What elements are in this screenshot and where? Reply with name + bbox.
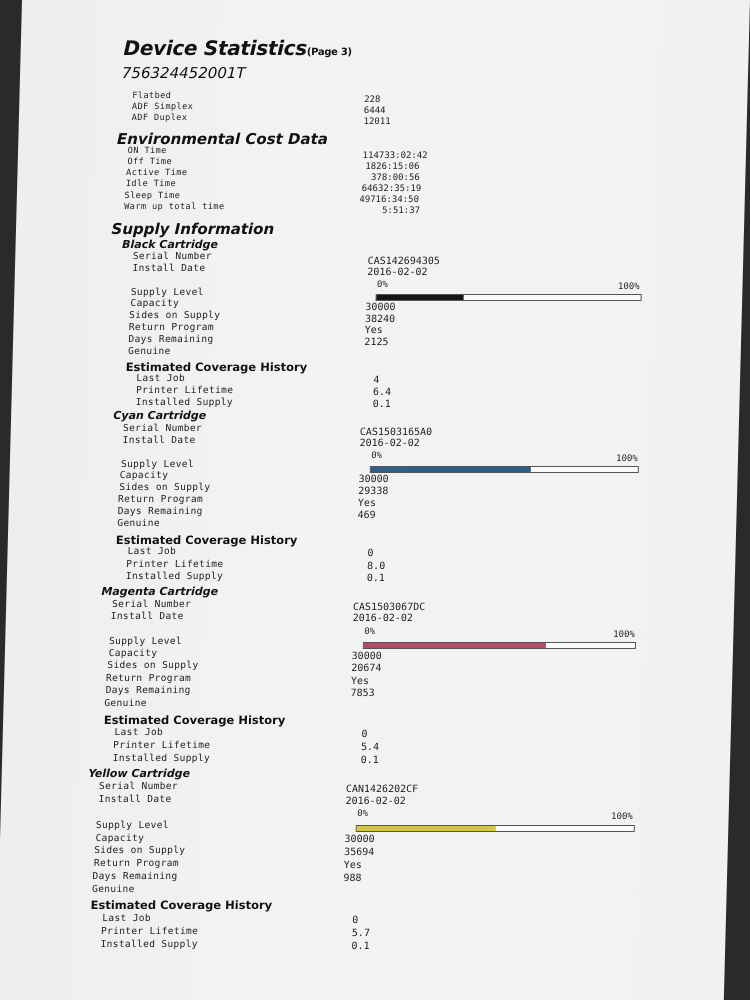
serial-number-value: CAS1503165A0 [359, 427, 433, 438]
supply-level-fill [364, 643, 546, 648]
coverage-heading: Estimated Coverage History [115, 533, 298, 547]
days-remaining-value: 2125 [364, 337, 389, 348]
env-label: Off Time [127, 157, 173, 167]
supply-level-label: Supply Level [120, 459, 195, 470]
supply-level-bar-yellow [356, 825, 635, 832]
supply-level-bar-cyan [370, 466, 639, 473]
title-text: Device Statistics [123, 36, 308, 60]
installed-supply-label: Installed Supply [125, 571, 224, 582]
printer-lifetime-value: 8.0 [366, 561, 386, 572]
install-date-value: 2016-02-02 [352, 613, 414, 624]
page-label: (Page 3) [306, 47, 352, 58]
capacity-label: Capacity [108, 648, 158, 659]
installed-supply-label: Installed Supply [135, 397, 234, 408]
return-program-value: Yes [357, 498, 377, 509]
level-max-label: 100% [617, 282, 640, 292]
supply-level-fill [371, 467, 531, 472]
level-max-label: 100% [615, 454, 638, 464]
serial-number-label: Serial Number [122, 423, 203, 434]
capacity-label: Capacity [119, 470, 169, 481]
coverage-heading: Estimated Coverage History [103, 713, 286, 727]
last-job-value: 4 [373, 375, 380, 386]
return-program-label: Return Program [93, 858, 180, 869]
install-date-value: 2016-02-02 [345, 796, 406, 807]
level-min-label: 0% [371, 451, 383, 461]
genuine-label: Genuine [91, 884, 135, 895]
env-label: ON Time [127, 146, 167, 156]
installed-supply-value: 0.1 [372, 399, 391, 410]
printer-lifetime-value: 6.4 [372, 387, 392, 398]
last-job-label: Last Job [127, 546, 177, 557]
sides-value: 20674 [351, 663, 382, 674]
supply-level-label: Supply Level [95, 820, 169, 831]
installed-supply-label: Installed Supply [112, 753, 211, 764]
last-job-value: 0 [361, 729, 368, 740]
coverage-heading: Estimated Coverage History [90, 898, 273, 912]
return-program-value: Yes [364, 325, 383, 336]
cartridge-heading-magenta: Magenta Cartridge [101, 585, 219, 598]
sides-label: Sides on Supply [107, 660, 199, 671]
env-label: Sleep Time [124, 191, 181, 201]
installed-supply-value: 0.1 [366, 573, 385, 584]
capacity-label: Capacity [130, 298, 180, 309]
serial-number-label: Serial Number [111, 599, 192, 610]
printer-lifetime-label: Printer Lifetime [100, 926, 199, 937]
serial-number-value: CAN1426202CF [345, 784, 419, 795]
printer-lifetime-value: 5.4 [360, 742, 380, 753]
level-max-label: 100% [610, 812, 633, 822]
environmental-heading: Environmental Cost Data [116, 130, 329, 148]
supply-level-label: Supply Level [130, 287, 204, 298]
printer-lifetime-label: Printer Lifetime [135, 385, 234, 396]
cartridge-heading-cyan: Cyan Cartridge [113, 409, 207, 422]
level-min-label: 0% [364, 627, 376, 637]
sides-label: Sides on Supply [94, 845, 186, 856]
cartridge-heading-yellow: Yellow Cartridge [88, 767, 191, 780]
days-remaining-label: Days Remaining [105, 685, 191, 696]
capacity-value: 30000 [344, 834, 375, 845]
days-remaining-label: Days Remaining [117, 506, 203, 517]
install-date-label: Install Date [122, 435, 196, 446]
return-program-value: Yes [343, 860, 362, 871]
printer-lifetime-value: 5.7 [351, 928, 371, 939]
env-value: 1826:15:06 [365, 162, 420, 172]
scan-value: 12011 [363, 117, 391, 127]
supply-level-bar-black [376, 294, 642, 301]
coverage-heading: Estimated Coverage History [125, 360, 308, 374]
capacity-value: 30000 [351, 651, 382, 662]
printer-lifetime-label: Printer Lifetime [112, 740, 211, 751]
genuine-label: Genuine [117, 518, 161, 529]
scan-label: ADF Simplex [131, 102, 194, 112]
scan-label: Flatbed [132, 91, 172, 101]
last-job-label: Last Job [114, 727, 164, 738]
env-label: Active Time [125, 168, 188, 178]
capacity-value: 30000 [358, 474, 389, 485]
days-remaining-value: 988 [343, 873, 362, 884]
env-value: 64632:35:19 [361, 184, 422, 194]
days-remaining-value: 7853 [350, 688, 375, 699]
supply-level-label: Supply Level [108, 636, 183, 647]
report-title [123, 36, 352, 60]
cartridge-heading-black: Black Cartridge [121, 238, 219, 251]
env-value: 114733:02:42 [362, 151, 428, 161]
level-max-label: 100% [613, 630, 636, 640]
serial-number-label: Serial Number [98, 781, 179, 792]
install-date-label: Install Date [110, 611, 184, 622]
days-remaining-value: 469 [357, 510, 376, 521]
return-program-label: Return Program [117, 494, 204, 505]
serial-number-value: CAS1503067DC [352, 602, 426, 613]
install-date-value: 2016-02-02 [367, 267, 428, 278]
scan-value: 6444 [363, 106, 386, 116]
install-date-value: 2016-02-02 [359, 438, 420, 449]
genuine-label: Genuine [127, 346, 171, 357]
return-program-value: Yes [350, 676, 370, 687]
sides-label: Sides on Supply [119, 482, 211, 493]
genuine-label: Genuine [104, 698, 147, 709]
capacity-value: 30000 [365, 302, 396, 313]
capacity-label: Capacity [95, 833, 145, 844]
last-job-label: Last Job [136, 373, 186, 384]
last-job-value: 0 [367, 548, 374, 559]
level-min-label: 0% [357, 809, 369, 819]
installed-supply-value: 0.1 [360, 755, 379, 766]
env-value: 49716:34:50 [359, 195, 420, 205]
serial-number-label: Serial Number [132, 251, 212, 262]
last-job-label: Last Job [102, 913, 152, 924]
scan-label: ADF Duplex [131, 113, 188, 123]
sides-label: Sides on Supply [128, 310, 221, 321]
install-date-label: Install Date [98, 794, 172, 805]
supply-heading: Supply Information [111, 220, 275, 238]
return-program-label: Return Program [105, 673, 192, 684]
env-value: 5:51:37 [381, 206, 421, 216]
scan-value: 228 [363, 95, 381, 105]
supply-level-bar-magenta [363, 642, 636, 649]
sides-value: 29338 [358, 486, 389, 497]
env-value: 378:00:56 [370, 173, 420, 183]
installed-supply-value: 0.1 [351, 941, 370, 952]
last-job-value: 0 [352, 915, 359, 926]
env-label: Warm up total time [124, 202, 225, 212]
install-date-label: Install Date [132, 263, 206, 274]
return-program-label: Return Program [128, 322, 215, 333]
env-label: Idle Time [125, 179, 177, 189]
serial-number-value: CAS142694305 [367, 256, 441, 267]
sides-value: 35694 [343, 847, 375, 858]
sides-value: 38240 [364, 314, 396, 325]
level-min-label: 0% [376, 280, 388, 290]
supply-level-fill [357, 826, 496, 831]
installed-supply-label: Installed Supply [100, 939, 198, 950]
days-remaining-label: Days Remaining [128, 334, 214, 345]
supply-level-fill [377, 295, 464, 300]
device-serial: 756324452001T [121, 64, 246, 82]
days-remaining-label: Days Remaining [92, 871, 178, 882]
printer-lifetime-label: Printer Lifetime [126, 559, 224, 570]
